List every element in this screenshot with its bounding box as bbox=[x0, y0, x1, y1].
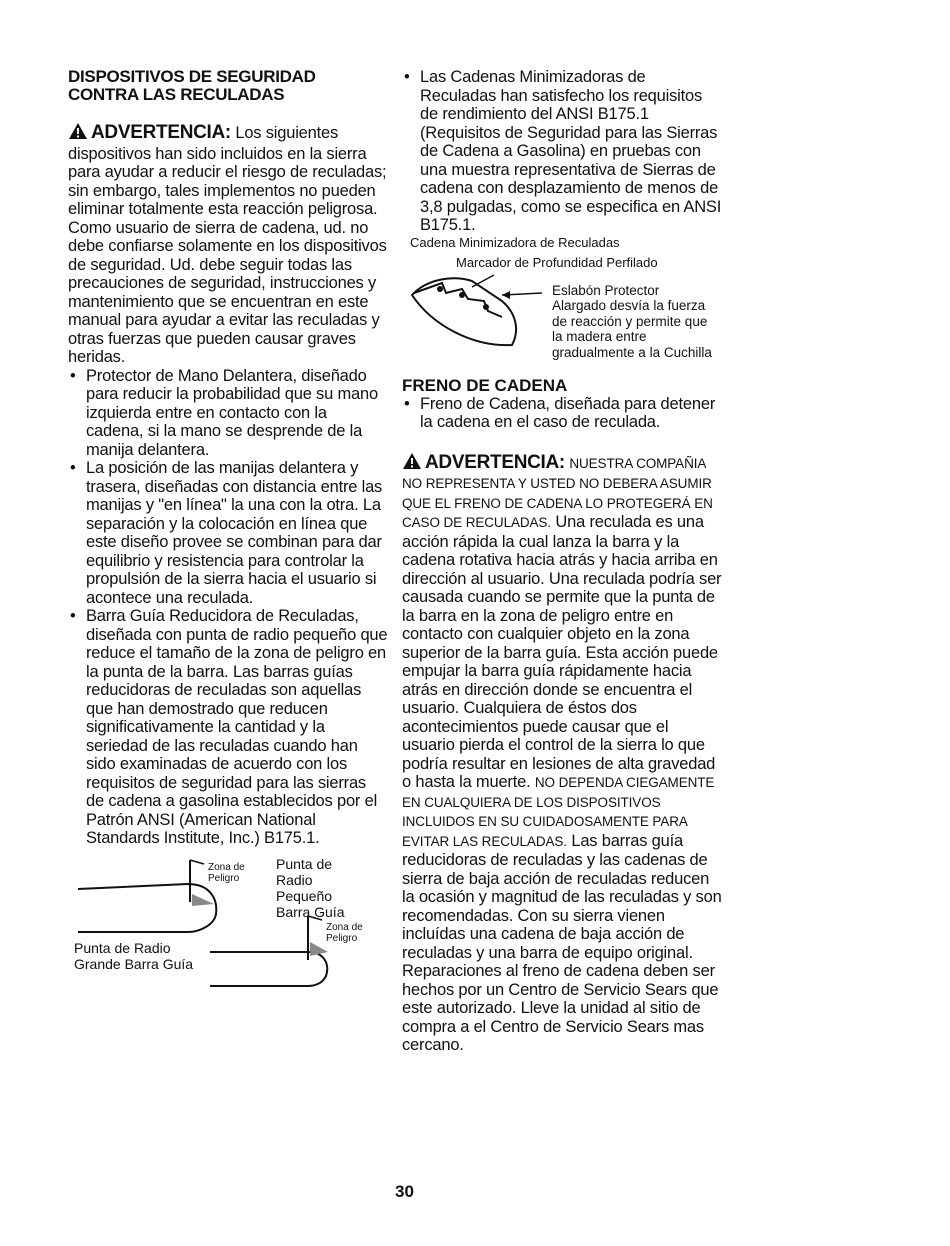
warning-text: Las barras guía reducidoras de reculadas y las cadenas de sierra de baja acción de reculadas reducen la ocasión y magnitud de las reculadas y son recomendadas. Con su sierra vienen incluídas una cadena de baja acción de reculadas y una barra de equipo original. Reparaciones al freno de cadena deben ser hechos por un Centro de Servicio Sears que este autorizado. Lleve la unidad al sitio de compra a el Centro de Servicio Sears mas cercano. bbox=[402, 831, 722, 1054]
list-item: • Barra Guía Reducidora de Reculadas, diseñada con punta de radio pequeño que reduce el tamaño de la zona de peligro en la punta de la barra. Las barras guías reducidoras de reculadas son aquellas que han demostrado que reducen significativamente la cantidad y la seriedad de las reculadas cuando han sido examinadas de acuerdo con los requisitos de seguridad para las sierras de cadena a gasolina establecidos por el Patrón ANSI (American National Standards Institute, Inc.) B175.1. bbox=[68, 607, 388, 848]
depth-gauge-label: Marcador de Profundidad Perfilado bbox=[456, 254, 658, 270]
warning-text: Los siguientes dispositivos han sido incluidos en la sierra para ayudar a reducir el riesgo de reculadas; sin embargo, tales implementos no pueden eliminar totalmente esta reacción peligrosa. Como usuario de sierra de cadena, ud. no debe confiarse solamente en los dispositivos de seguridad. Ud. debe seguir todas las precauciones de seguridad, instrucciones y mantenimiento que se encuentran en este manual para ayudar a evitar las reculadas y otras fuerzas que pueden causar graves heridas. bbox=[68, 124, 387, 366]
safety-device-list bbox=[68, 367, 388, 848]
guard-link-label: Eslabón Protector Alargado desvía la fuerza de reacción y permite que la madera entre gradualmente a la Cuchilla bbox=[552, 282, 712, 360]
warning-paragraph bbox=[68, 122, 388, 367]
list-item: • Protector de Mano Delantera, diseñado para reducir la probabilidad que su mano izquierda entre en contacto con la cadena, si la mano se desprende de la manija delantera. bbox=[68, 367, 388, 460]
warning-label: ADVERTENCIA: bbox=[91, 122, 231, 143]
warning-paragraph bbox=[402, 452, 722, 1055]
list-item: • La posición de las manijas delantera y trasera, diseñadas con distancia entre las manijas y "en línea" la una con la otra. La separación y la colocación en línea que este diseño provee se combinan para dar equilibrio y resistencia para controlar la propulsión de la sierra hacia el usuario si acontece una reculada. bbox=[68, 459, 388, 607]
danger-zone-label: Zona de Peligro bbox=[208, 861, 245, 884]
chain-brake-heading: FRENO DE CADENA bbox=[402, 375, 568, 395]
chain-figure bbox=[402, 235, 722, 375]
large-radius-tip-label: Punta de Radio Grande Barra Guía bbox=[74, 939, 194, 972]
page-number: 30 bbox=[395, 1182, 414, 1201]
warning-caps-text: NUESTRA COMPAÑIA NO REPRESENTA Y USTED NO DEBERA ASUMIR QUE EL FRENO DE CADENA LO PROTEGERÁ EN CASO DE RECULADAS. bbox=[402, 455, 713, 530]
brake-list bbox=[402, 395, 722, 432]
small-radius-tip-label: Punta de Radio Pequeño Barra Guía bbox=[276, 855, 345, 920]
warning-triangle-icon bbox=[402, 452, 422, 475]
warning-label: ADVERTENCIA: bbox=[425, 451, 565, 473]
list-item: • Freno de Cadena, diseñada para detener la cadena en el caso de reculada. bbox=[402, 395, 722, 432]
figure-caption: Cadena Minimizadora de Reculadas bbox=[410, 234, 620, 250]
section-heading: DISPOSITIVOS DE SEGURIDAD CONTRA LAS RECULADAS bbox=[68, 67, 316, 104]
warning-triangle-icon bbox=[68, 122, 88, 145]
warning-caps-text: NO DEPENDA CIEGAMENTE EN CUALQUIERA DE LOS DISPOSITIVOS INCLUIDOS EN SU CUIDADOSAMENTE PARA EVITAR LAS RECULADAS. bbox=[402, 775, 715, 849]
right-column bbox=[402, 68, 722, 1055]
chain-list bbox=[402, 68, 722, 235]
left-column bbox=[68, 68, 388, 994]
guide-bar-figure bbox=[68, 854, 388, 994]
danger-zone-label: Zona de Peligro bbox=[326, 921, 363, 944]
warning-text: Una reculada es una acción rápida la cual lanza la barra y la cadena rotativa hacia atrás y hacia arriba en dirección al usuario. Una reculada podría ser causada cuando se permite que la punta de la barra en la zona de peligro entre en contacto con cualquier objeto en la zona superior de la barra guía. Esta acción puede empujar la barra guía rápidamente hacia atrás en dirección donde se encuentra el usuario. Cualquiera de éstos dos acontecimientos puede causar que el usuario pierda el control de la sierra lo que podría resultar en lesiones de alta gravedad o hasta la muerte. bbox=[402, 513, 722, 791]
list-item: • Las Cadenas Minimizadoras de Reculadas han satisfecho los requisitos de rendimiento del ANSI B175.1 (Requisitos de Seguridad para las Sierras de Cadena a Gasolina) en pruebas con una muestra representativa de Sierras de cadena con desplazamiento de menos de 3,8 pulgadas, como se especifica en ANSI B175.1. bbox=[402, 68, 722, 235]
